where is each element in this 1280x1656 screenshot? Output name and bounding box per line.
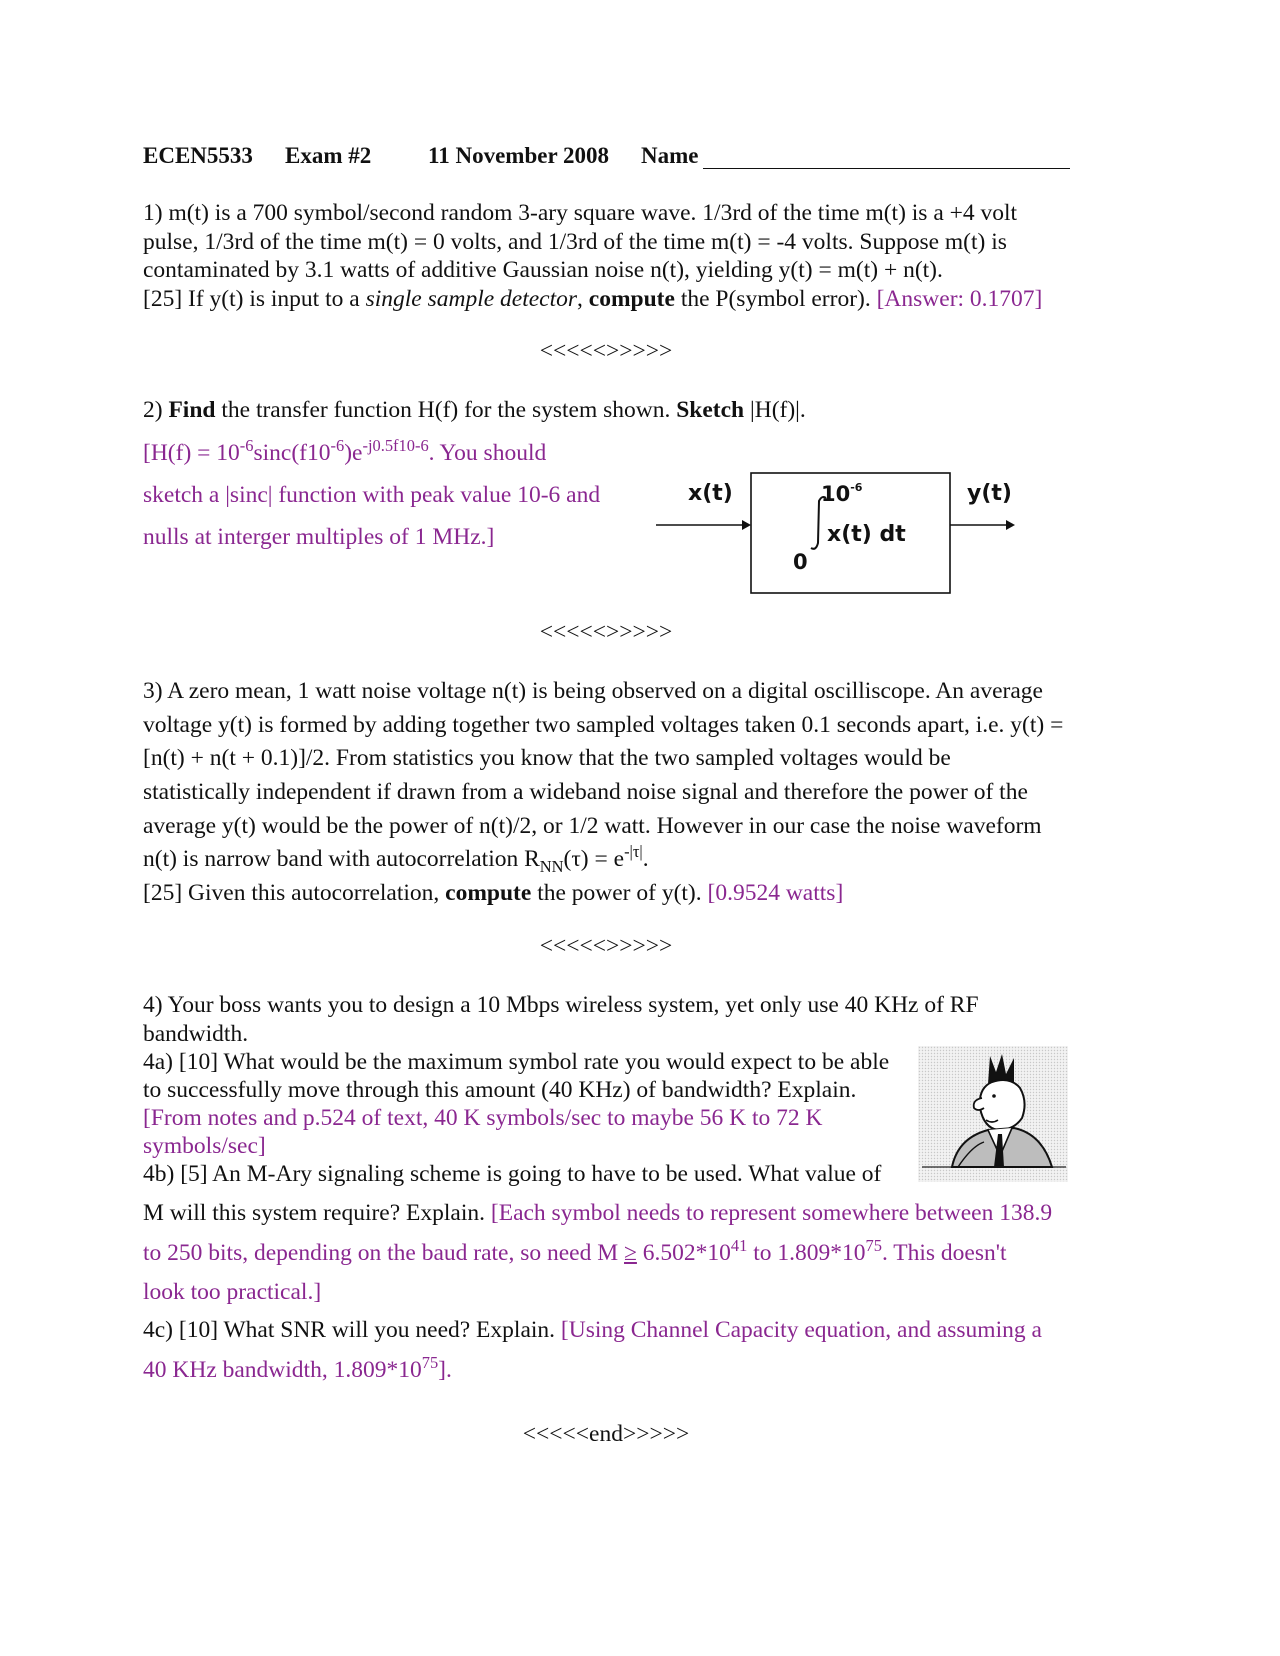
q4b-line2: M will this system require? Explain. [Each symbol needs to represent somewhere between 138.9 [143, 1200, 1053, 1226]
q2-answer-line3: nulls at interger multiples of 1 MHz.] [143, 524, 495, 550]
q1-line3: contaminated by 3.1 watts of additive Gaussian noise n(t), yielding y(t) = m(t) + n(t). [143, 257, 943, 283]
q3-line2: voltage y(t) is formed by adding together two sampled voltages taken 0.1 seconds apart, i.e. y(t) = [143, 712, 1064, 738]
diagram-output-label: y(t) [967, 481, 1012, 506]
separator-1: <<<<<>>>>> [539, 338, 673, 364]
diagram-lower-limit: 0 [793, 550, 808, 574]
q4-line2: bandwidth. [143, 1021, 249, 1047]
q2-line1: 2) Find the transfer function H(f) for the system shown. Sketch |H(f)|. [143, 397, 806, 423]
boss-cartoon-image [918, 1046, 1068, 1182]
q3-line1: 3) A zero mean, 1 watt noise voltage n(t) is being observed on a digital oscilliscope. An average [143, 678, 1043, 704]
q1-line2: pulse, 1/3rd of the time m(t) = 0 volts, and 1/3rd of the time m(t) = -4 volts. Suppose m(t) is [143, 229, 1007, 255]
input-arrow-head [742, 520, 751, 530]
end-marker: <<<<<end>>>>> [522, 1421, 690, 1447]
q2-answer-line2: sketch a |sinc| function with peak value 10-6 and [143, 482, 601, 508]
q4a-line1: 4a) [10] What would be the maximum symbol rate you would expect to be able [143, 1049, 890, 1075]
q4-line1: 4) Your boss wants you to design a 10 Mbps wireless system, yet only use 40 KHz of RF [143, 992, 979, 1018]
q4c-line1: 4c) [10] What SNR will you need? Explain. [Using Channel Capacity equation, and assuming a [143, 1317, 1042, 1343]
q2-answer-line1: [$H(f) = 10^{-6}\sin c(f10^{-6})e^{-j0.5f10-6}$. You should [143, 435, 547, 466]
q1-line4: [25] If y(t) is input to a single sample detector, compute the P(symbol error). [Answer: 0.1707] [143, 286, 1043, 312]
q4b-answer-line1: [Each symbol needs to represent somewhere between 138.9 [490, 1200, 1053, 1226]
q3-answer: [0.9524 watts] [707, 880, 844, 906]
q1-line1: 1) m(t) is a 700 symbol/second random 3-ary square wave. 1/3rd of the time m(t) is a +4 volt [143, 200, 1018, 226]
q4b-answer-line2: to 250 bits, depending on the baud rate, so need $M \ge 6.502*10^{41}$ to $1.809*10^{75}$. This doesn't [143, 1235, 1007, 1266]
separator-2: <<<<<>>>>> [539, 619, 673, 645]
q4a-answer-line1: [From notes and p.524 of text, 40 K symbols/sec to maybe 56 K to 72 K [143, 1105, 823, 1131]
q3-line7: [25] Given this autocorrelation, compute the power of y(t). [0.9524 watts] [143, 880, 844, 906]
header-course: ECEN5533 [143, 143, 253, 168]
q4c-answer-line1: [Using Channel Capacity equation, and assuming a [560, 1317, 1042, 1343]
header-exam: Exam #2 [285, 143, 372, 168]
q1-answer: [Answer: 0.1707] [876, 286, 1043, 312]
q3-line4: statistically independent if drawn from a wideband noise signal and therefore the power of the [143, 779, 1028, 805]
integrator-diagram [650, 465, 1030, 600]
diagram-integrand: x(t) dt [827, 522, 906, 547]
q4b-line1: 4b) [5] An M-Ary signaling scheme is going to have to be used. What value of [143, 1161, 882, 1187]
header-name-label: Name [641, 143, 699, 168]
name-blank-text [703, 150, 1070, 161]
q4a-answer-line2: symbols/sec] [143, 1133, 266, 1159]
q3-line6: n(t) is narrow band with autocorrelation $R_{NN}(\tau) = e^{-|\tau|}$. [143, 841, 649, 876]
q3-line3: [n(t) + n(t + 0.1)]/2. From statistics you know that the two sampled voltages would be [143, 745, 951, 771]
boss-cartoon-drawing [918, 1046, 1068, 1182]
diagram-upper-limit: $10^{-6}$ [821, 481, 863, 506]
output-arrow-head [1006, 520, 1015, 530]
separator-3: <<<<<>>>>> [539, 933, 673, 959]
diagram-input-label: x(t) [688, 481, 733, 506]
header-date: 11 November 2008 [428, 143, 610, 168]
q3-line5: average y(t) would be the power of n(t)/2, or 1/2 watt. However in our case the noise waveform [143, 813, 1042, 839]
q4c-answer-line2: 40 KHz bandwidth, $1.809*10^{75}$]. [143, 1352, 452, 1383]
q4b-answer-line3: look too practical.] [143, 1279, 322, 1305]
q4a-line2: to successfully move through this amount (40 KHz) of bandwidth? Explain. [143, 1077, 857, 1103]
